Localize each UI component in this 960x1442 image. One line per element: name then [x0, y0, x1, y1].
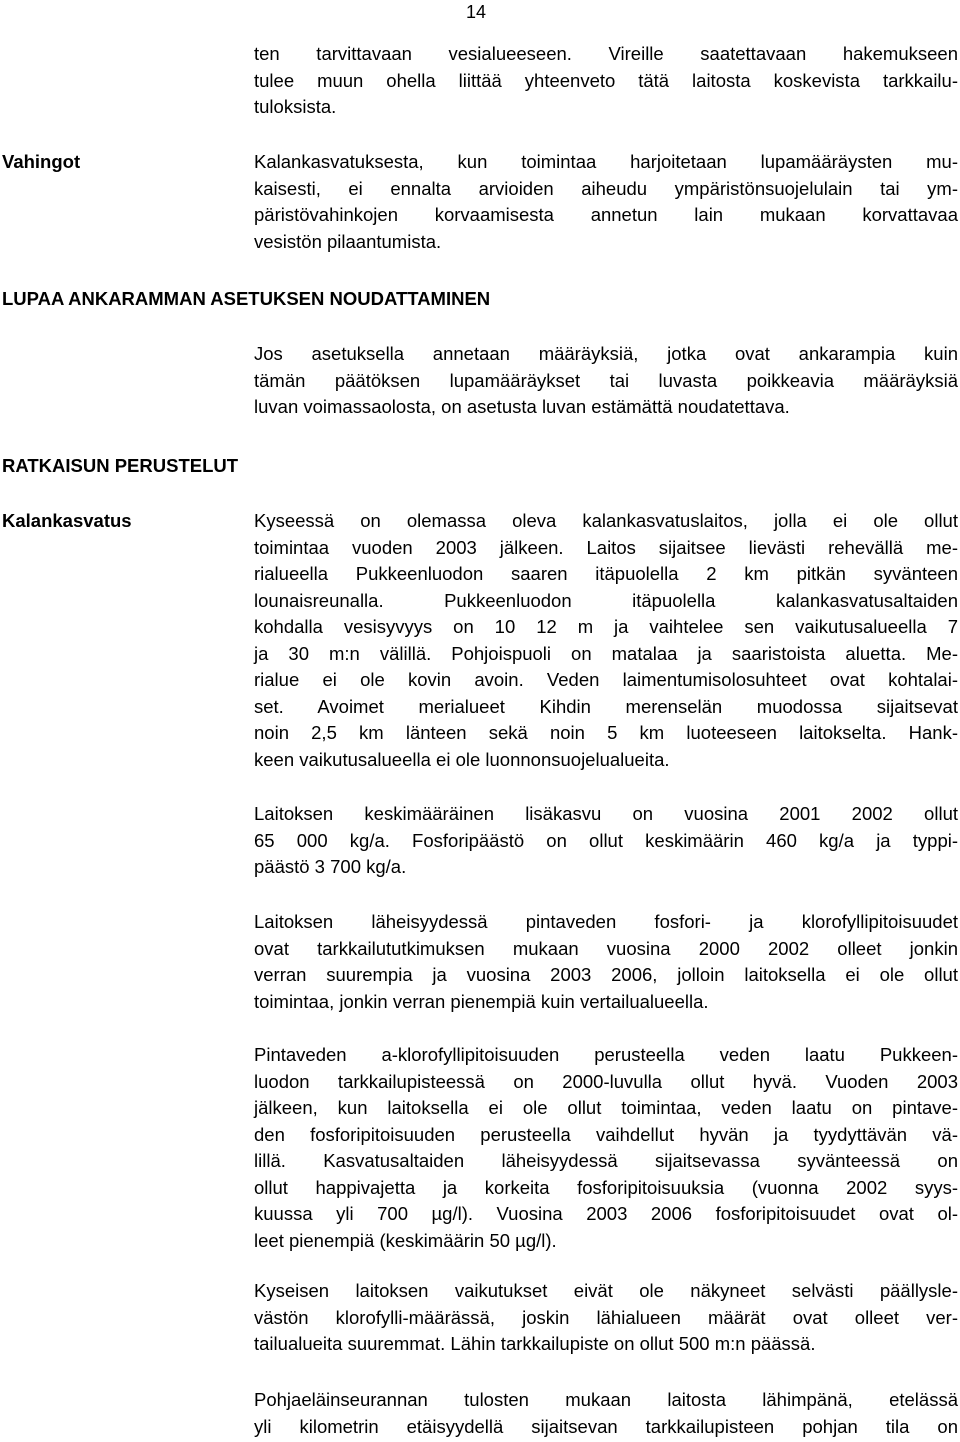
- text-line: västön klorofylli-määrässä, joskin lähialueen määrät ovat olleet ver-: [254, 1306, 958, 1328]
- text-line: rialue ei ole kovin avoin. Veden laimentumisolosuhteet ovat kohtalai-: [254, 669, 958, 690]
- text-line: tailualueita suuremmat. Lähin tarkkailupiste on ollut 500 m:n päässä.: [254, 1333, 816, 1354]
- text-line: noin 2,5 km länteen sekä noin 5 km luoteeseen laitokselta. Hank-: [254, 722, 958, 743]
- text-line: leet pienempiä (keskimäärin 50 µg/l).: [254, 1229, 557, 1251]
- text-line: Laitoksen läheisyydessä pintaveden fosfori- ja klorofyllipitoisuudet: [254, 911, 958, 932]
- kalankasvatus-paragraph-1: [254, 508, 958, 773]
- text-line: 65 000 kg/a. Fosforipäästö on ollut keskimäärin 460 kg/a ja typpi-: [254, 829, 958, 851]
- intro-paragraph: [254, 41, 958, 121]
- text-line: verran suurempia ja vuosina 2003 2006, jolloin laitoksella ei ole ollut: [254, 964, 958, 985]
- text-line: kuussa yli 700 µg/l). Vuosina 2003 2006 fosforipitoisuudet ovat ol-: [254, 1203, 958, 1224]
- ratkaisun-heading: RATKAISUN PERUSTELUT: [2, 455, 239, 476]
- text-line: kohdalla vesisyvyys on 10 12 m ja vaihtelee sen vaikutusalueella 7: [254, 616, 958, 637]
- text-line: Jos asetuksella annetaan määräyksiä, jotka ovat ankarampia kuin: [254, 343, 958, 364]
- text-line: ja 30 m:n välillä. Pohjoispuoli on matalaa ja saaristoista aluetta. Me-: [254, 642, 958, 664]
- text-line: Pohjaeläinseurannan tulosten mukaan laitosta lähimpänä, etelässä: [254, 1389, 958, 1410]
- text-line: toimintaa, jonkin verran pienempiä kuin vertailualueella.: [254, 990, 709, 1012]
- text-line: kaisesti, ei ennalta arvioiden aiheudu ympäristönsuojelulain tai ym-: [254, 177, 958, 199]
- text-line: yli kilometrin etäisyydellä sijaitsevan tarkkailupisteen pohjan tila on: [254, 1415, 958, 1437]
- text-line: luvan voimassaolosta, on asetusta luvan estämättä noudatettava.: [254, 396, 790, 417]
- kalankasvatus-paragraph-5: [254, 1278, 958, 1358]
- text-line: rialueella Pukkeenluodon saaren itäpuolella 2 km pitkän syvänteen: [254, 563, 958, 584]
- text-line: set. Avoimet merialueet Kihdin merenselän muodossa sijaitsevat: [254, 695, 958, 717]
- text-line: den fosforipitoisuuden perusteella vaihdellut hyvän ja tyydyttävän vä-: [254, 1123, 958, 1145]
- text-line: ten tarvittavaan vesialueeseen. Vireille saatettavaan hakemukseen: [254, 43, 958, 64]
- vahingot-label: Vahingot: [2, 151, 81, 172]
- kalankasvatus-paragraph-6: [254, 1387, 958, 1440]
- page-number: 14: [466, 2, 487, 22]
- text-line: lillä. Kasvatusaltaiden läheisyydessä sijaitsevassa syvänteessä on: [254, 1150, 958, 1171]
- text-line: Kalankasvatuksesta, kun toimintaa harjoitetaan lupamääräysten mu-: [254, 151, 958, 172]
- text-line: Laitoksen keskimääräinen lisäkasvu on vuosina 2001 2002 ollut: [254, 803, 958, 824]
- kalankasvatus-label: Kalankasvatus: [2, 510, 132, 531]
- text-line: Kyseisen laitoksen vaikutukset eivät ole näkyneet selvästi päällysle-: [254, 1280, 958, 1301]
- text-line: toimintaa vuoden 2003 jälkeen. Laitos sijaitsee lievästi rehevällä me-: [254, 536, 958, 558]
- text-line: tulee muun ohella liittää yhteenveto tätä laitosta koskevista tarkkailu-: [254, 69, 958, 91]
- text-line: päristövahinkojen korvaamisesta annetun lain mukaan korvattavaa: [254, 204, 958, 225]
- lupaa-heading: LUPAA ANKARAMMAN ASETUKSEN NOUDATTAMINEN: [2, 288, 491, 309]
- text-line: Pintaveden a-klorofyllipitoisuuden perusteella veden laatu Pukkeen-: [254, 1044, 958, 1065]
- kalankasvatus-paragraph-3: [254, 909, 958, 1015]
- text-line: keen vaikutusalueella ei ole luonnonsuojelualueita.: [254, 748, 670, 770]
- text-line: tuloksista.: [254, 96, 337, 117]
- text-line: tämän päätöksen lupamääräykset tai luvasta poikkeavia määräyksiä: [254, 369, 958, 391]
- text-line: Kyseessä on olemassa oleva kalankasvatuslaitos, jolla ei ole ollut: [254, 510, 958, 531]
- kalankasvatus-paragraph-4: [254, 1042, 958, 1254]
- text-line: ovat tarkkailututkimuksen mukaan vuosina 2000 2002 olleet jonkin: [254, 937, 958, 959]
- text-line: luodon tarkkailupisteessä on 2000-luvulla ollut hyvä. Vuoden 2003: [254, 1070, 958, 1092]
- text-line: jälkeen, kun laitoksella ei ole ollut toimintaa, veden laatu on pintave-: [254, 1097, 958, 1118]
- vahingot-paragraph: [254, 149, 958, 255]
- text-line: vesistön pilaantumista.: [254, 230, 442, 252]
- lupaa-paragraph: [254, 341, 958, 421]
- text-line: ollut happivajetta ja korkeita fosforipitoisuuksia (vuonna 2002 syys-: [254, 1176, 958, 1198]
- text-line: lounaisreunalla. Pukkeenluodon itäpuolella kalankasvatusaltaiden: [254, 589, 958, 611]
- text-line: päästö 3 700 kg/a.: [254, 856, 407, 877]
- kalankasvatus-paragraph-2: [254, 801, 958, 881]
